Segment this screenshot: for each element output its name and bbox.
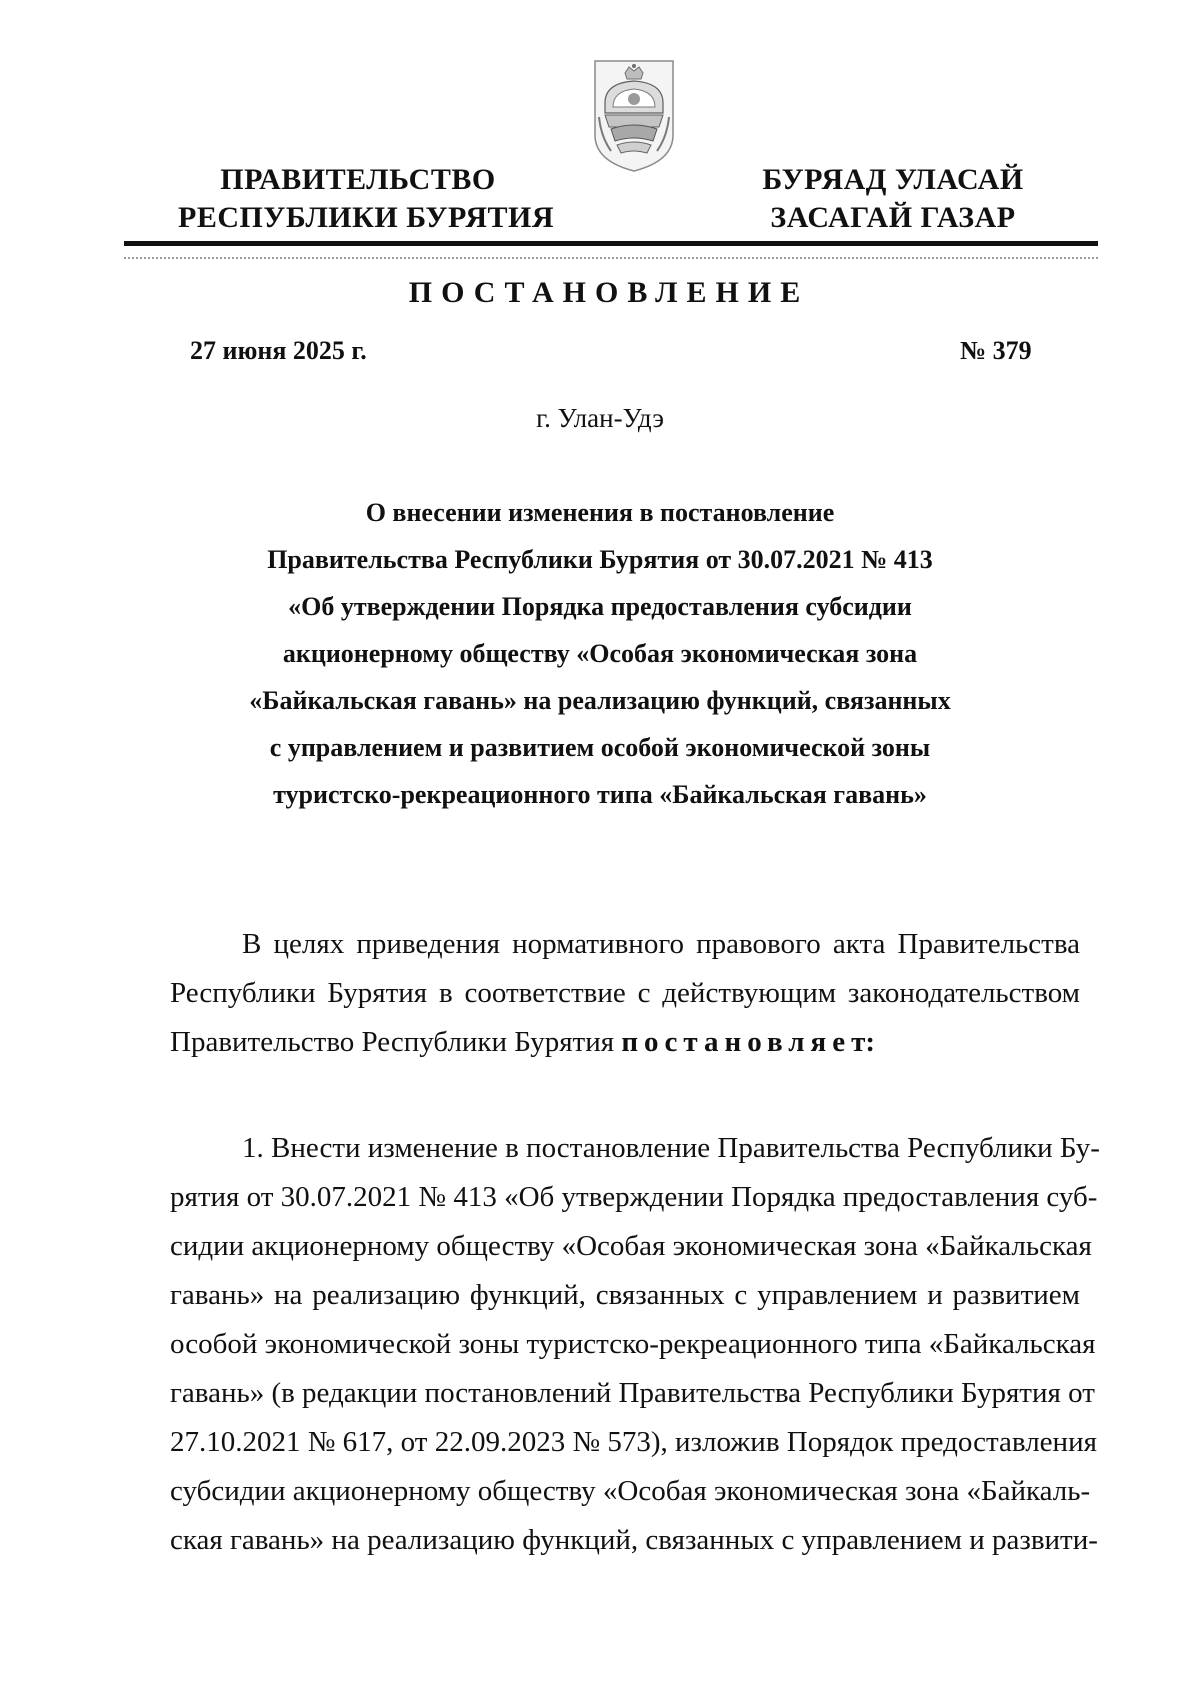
header-divider-thick — [124, 241, 1098, 246]
item-1-line: гавань» на реализацию функций, связанных с управлением и развитием — [170, 1279, 1080, 1311]
preamble-line: В целях приведения нормативного правового акта Правительства — [242, 928, 1080, 960]
item-1-line: сидии акционерному обществу «Особая экономическая зона «Байкальская — [170, 1230, 1092, 1262]
title-line: с управлением и развитием особой экономической зоны — [269, 733, 931, 762]
preamble-line-text: Правительство Республики Бурятия — [170, 1026, 622, 1058]
document-number: № 379 — [960, 336, 1032, 365]
preamble-line — [170, 1018, 1080, 1067]
preamble-line: Республики Бурятия в соответствие с действующим законодательством — [170, 977, 1080, 1009]
item-1-line: 27.10.2021 № 617, от 22.09.2023 № 573), изложив Порядок предоставления — [170, 1426, 1097, 1458]
government-name-ru — [178, 161, 555, 237]
government-name-ru-line: РЕСПУБЛИКИ БУРЯТИЯ — [178, 201, 555, 234]
document-city: г. Улан-Удэ — [536, 403, 664, 433]
item-1-line: рятия от 30.07.2021 № 413 «Об утверждении Порядка предоставления суб- — [170, 1181, 1098, 1213]
item-1-line: 1. Внести изменение в постановление Правительства Республики Бу- — [242, 1132, 1100, 1164]
title-line: Правительства Республики Бурятия от 30.07.2021 № 413 — [267, 545, 933, 574]
item-1-paragraph — [170, 1124, 1100, 1565]
government-name-bua-line: ЗАСАГАЙ ГАЗАР — [770, 201, 1016, 234]
government-name-ru-line: ПРАВИТЕЛЬСТВО — [220, 163, 496, 196]
item-1-line: ская гавань» на реализацию функций, связанных с управлением и развити- — [170, 1524, 1098, 1556]
item-1-line: особой экономической зоны туристско-рекреационного типа «Байкальская — [170, 1328, 1096, 1360]
document-type: ПОСТАНОВЛЕНИЕ — [408, 276, 810, 309]
document-date: 27 июня 2025 г. — [190, 336, 367, 365]
resolves-emphasis-end: т: — [851, 1026, 876, 1058]
title-line: «Об утверждении Порядка предоставления субсидии — [288, 592, 912, 621]
title-line: «Байкальская гавань» на реализацию функций, связанных — [249, 686, 951, 715]
government-name-bua-line: БУРЯАД УЛАСАЙ — [762, 163, 1024, 196]
government-name-bua — [728, 161, 1058, 237]
item-1-line: гавань» (в редакции постановлений Правительства Республики Бурятия от — [170, 1377, 1095, 1409]
header-divider-thin — [124, 257, 1098, 259]
coat-of-arms-icon — [591, 57, 677, 175]
title-line: акционерному обществу «Особая экономическая зона — [282, 639, 918, 668]
document-title — [150, 489, 1050, 818]
title-line: О внесении изменения в постановление — [365, 498, 835, 527]
title-line: туристско-рекреационного типа «Байкальская гавань» — [273, 780, 927, 809]
preamble-paragraph — [170, 920, 1080, 1067]
item-1-line: субсидии акционерному обществу «Особая экономическая зона «Байкаль- — [170, 1475, 1091, 1507]
resolves-emphasis: постановляе — [621, 1026, 852, 1058]
